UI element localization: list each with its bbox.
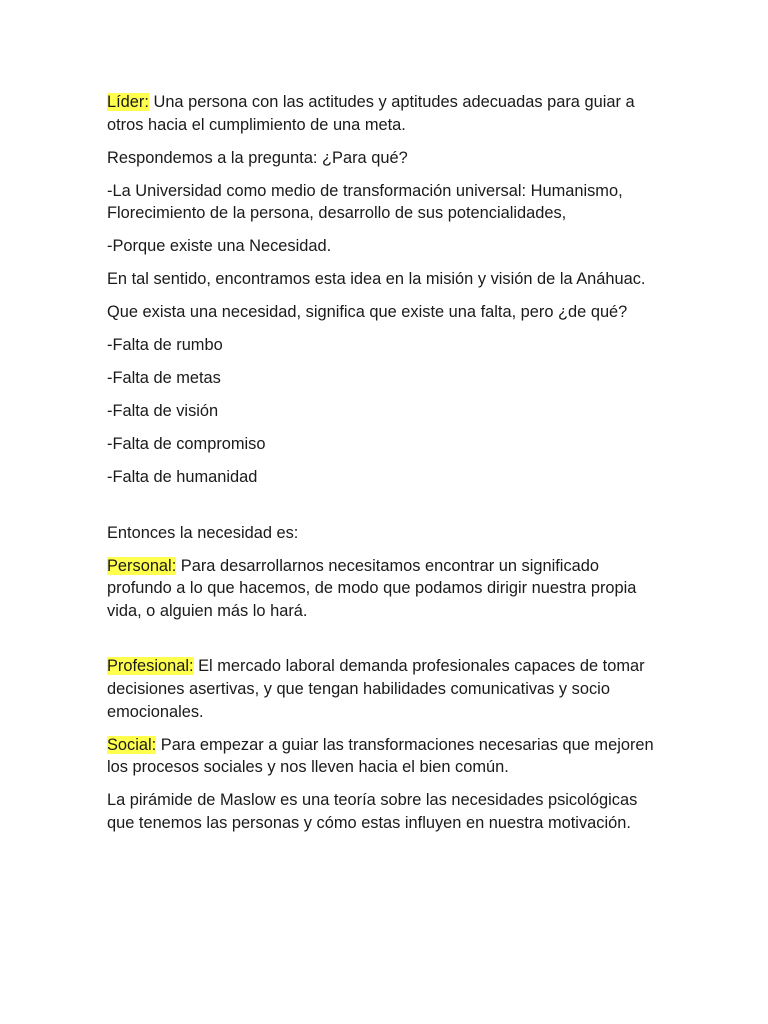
paragraph-social	[107, 734, 667, 779]
paragraph-lider	[107, 91, 667, 136]
paragraph-necesidad: -Porque existe una Necesidad.	[107, 237, 332, 256]
definition-social: Para empezar a guiar las transformaciones necesarias que mejoren los procesos sociales y nos lleven hacia el bien común.	[107, 735, 654, 777]
list-item-falta: -Falta de rumbo	[107, 336, 223, 355]
list-item-falta: -Falta de compromiso	[107, 435, 266, 454]
list-item-falta: -Falta de humanidad	[107, 468, 258, 487]
highlighted-term-social: Social:	[107, 735, 157, 754]
highlighted-term-profesional: Profesional:	[107, 657, 194, 676]
list-item-falta: -Falta de metas	[107, 369, 221, 388]
definition-profesional: El mercado laboral demanda profesionales capaces de tomar decisiones asertivas, y que tengan habilidades comunicativas y socio emocionales.	[107, 657, 645, 721]
paragraph-universidad: -La Universidad como medio de transformación universal: Humanismo, Florecimiento de la persona, desarrollo de sus potencialidades,	[107, 181, 623, 223]
list-item-falta: -Falta de visión	[107, 402, 219, 421]
highlighted-term-personal: Personal:	[107, 556, 177, 575]
highlighted-term-lider: Líder:	[107, 93, 149, 111]
paragraph-question: Respondemos a la pregunta: ¿Para qué?	[107, 148, 408, 167]
paragraph-falta-question: Que exista una necesidad, significa que existe una falta, pero ¿de qué?	[107, 303, 628, 322]
document-page	[107, 91, 667, 845]
paragraph-necesidad-intro: Entonces la necesidad es:	[107, 523, 299, 542]
paragraph-anahuac: En tal sentido, encontramos esta idea en la misión y visión de la Anáhuac.	[107, 270, 646, 289]
paragraph-profesional	[107, 655, 667, 723]
definition-lider: Una persona con las actitudes y aptitudes adecuadas para guiar a otros hacia el cumplimiento de una meta.	[107, 93, 635, 134]
paragraph-personal	[107, 555, 667, 623]
paragraph-maslow: La pirámide de Maslow es una teoría sobre las necesidades psicológicas que tenemos las personas y cómo estas influyen en nuestra motivación.	[107, 791, 638, 832]
definition-personal: Para desarrollarnos necesitamos encontrar un significado profundo a lo que hacemos, de modo que podamos dirigir nuestra propia vida, o alguien más lo hará.	[107, 556, 637, 620]
